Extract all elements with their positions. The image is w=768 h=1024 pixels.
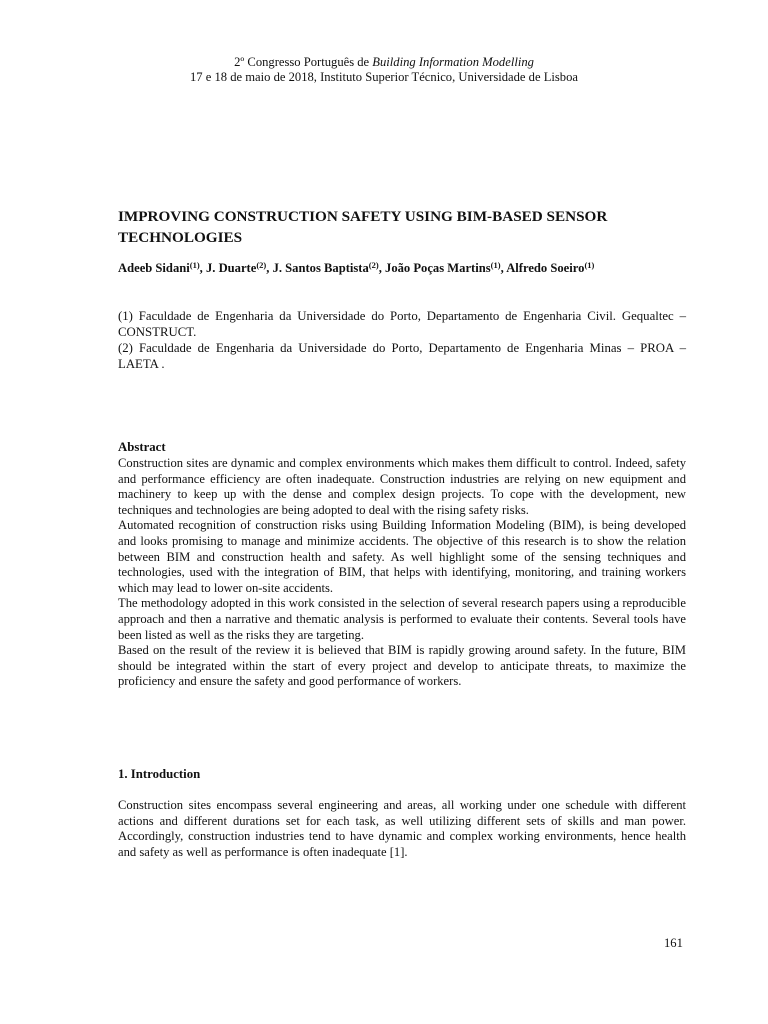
conference-name: 2º Congresso Português de Building Information Modelling — [234, 55, 534, 69]
conference-date-venue: 17 e 18 de maio de 2018, Instituto Superior Técnico, Universidade de Lisboa — [190, 70, 578, 84]
conference-header — [0, 55, 768, 85]
author: J. Duarte$^{(2)}$, — [205, 260, 273, 275]
abstract-body — [118, 456, 686, 690]
paper-title: IMPROVING CONSTRUCTION SAFETY USING BIM-BASED SENSOR TECHNOLOGIES — [118, 208, 608, 246]
author: Alfredo Soeiro$^{(1)}$ — [506, 260, 595, 275]
page-number: 161 — [664, 936, 683, 950]
abstract-paragraph: The methodology adopted in this work consisted in the selection of several research papers using a reproducible approach and then a narrative and thematic analysis is performed to evaluate their contents. Several tools have been listed as well as the risks they are targeting. — [118, 596, 686, 642]
introduction-paragraph: Construction sites encompass several engineering and areas, all working under one schedule with different actions and different durations set for each task, as well utilizing different sets of skills and man power. Accordingly, construction industries tend to have dynamic and complex working environments, hence health and safety as well as performance is often inadequate [1]. — [118, 798, 686, 859]
affiliation-1: (1) Faculdade de Engenharia da Universidade do Porto, Departamento de Engenharia Civil. Gequaltec – CONSTRUCT. — [118, 309, 686, 339]
author: J. Santos Baptista$^{(2)}$, — [272, 260, 386, 275]
section-heading-introduction: 1. Introduction — [118, 767, 201, 781]
introduction-body — [118, 798, 686, 860]
affiliations — [118, 308, 686, 372]
author-list — [118, 260, 688, 276]
abstract-heading: Abstract — [118, 440, 166, 454]
abstract-paragraph: Based on the result of the review it is believed that BIM is rapidly growing around safety. In the future, BIM should be integrated within the start of every project and develop to anticipate threats, to maximize the proficiency and ensure the safety and good performance of workers. — [118, 643, 686, 689]
author: João Poças Martins$^{(1)}$, — [385, 260, 507, 275]
author: Adeeb Sidani$^{(1)}$, — [118, 260, 206, 275]
abstract-paragraph: Automated recognition of construction risks using Building Information Modeling (BIM), is being developed and looks promising to manage and minimize accidents. The objective of this research is to show the relation between BIM and construction health and safety. As well highlight some of the sensing techniques and technologies, used with the integration of BIM, that helps with identifying, monitoring, and training workers which may lead to lower on-site accidents. — [118, 518, 686, 595]
affiliation-2: (2) Faculdade de Engenharia da Universidade do Porto, Departamento de Engenharia Minas – PROA – LAETA . — [118, 341, 686, 371]
abstract-paragraph: Construction sites are dynamic and complex environments which makes them difficult to control. Indeed, safety and performance efficiency are often inadequate. Construction industries are relying on new equipment and machinery to keep up with the dense and complex design projects. To cope with the development, new techniques and technologies are being adopted to deal with the rising safety risks. — [118, 456, 686, 517]
